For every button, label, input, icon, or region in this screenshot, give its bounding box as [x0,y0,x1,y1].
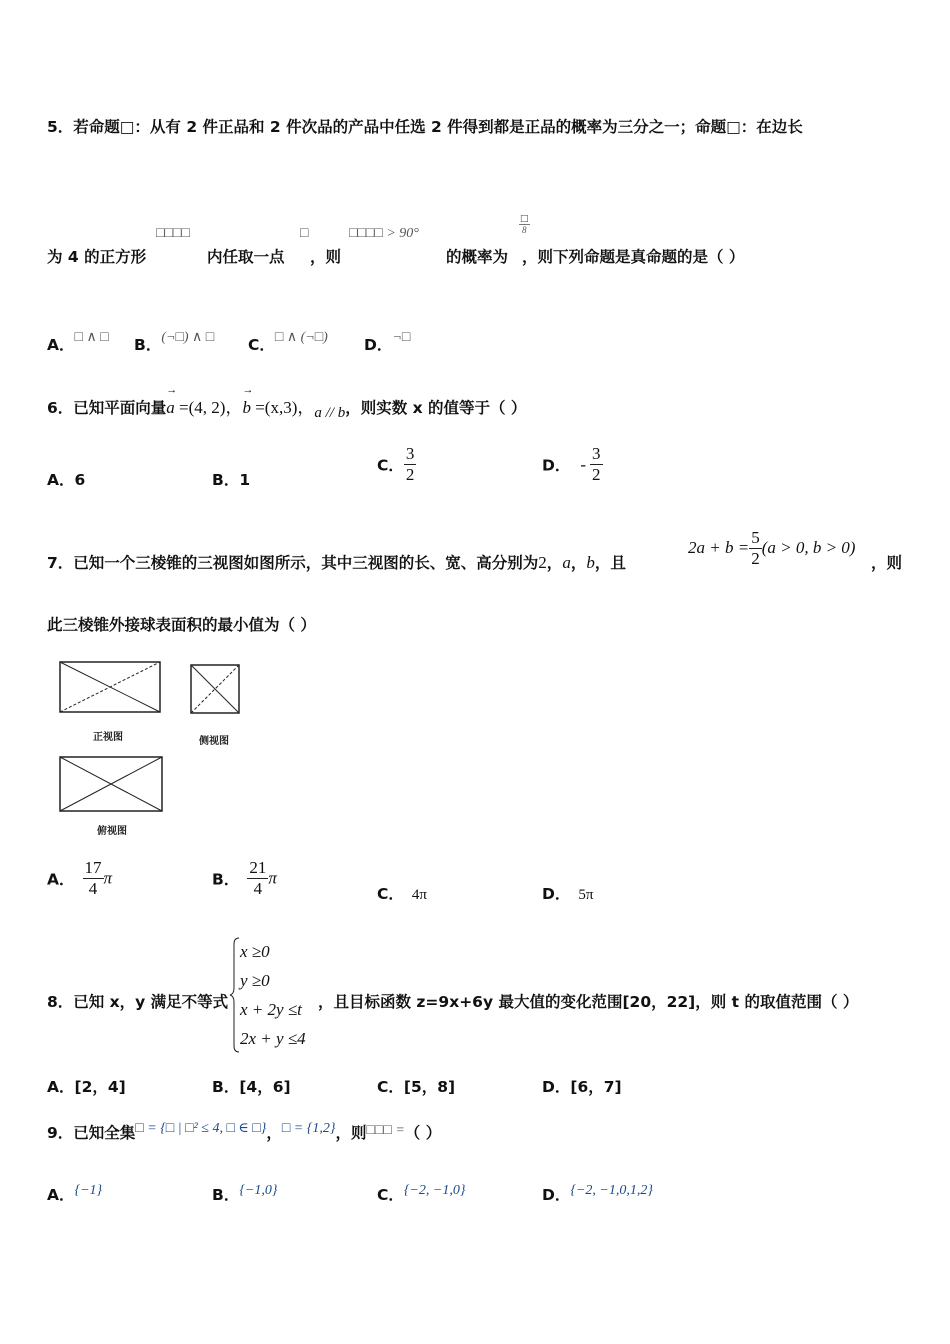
q5-option-a-label: A． [47,336,75,354]
q8-prefix: 8．已知 x，y 满足不等式 [47,993,229,1011]
q9-option-d-label: D． [542,1186,571,1204]
q9-option-d[interactable] [542,1183,653,1205]
q8-inequality-system [229,936,329,1056]
q7-prefix: 7．已知一个三棱锥的三视图如图所示，其中三视图的长、宽、高分别为 [47,554,539,572]
q9-option-b-value: {−1,0} [239,1183,278,1198]
q9-option-a-value: {−1} [74,1183,103,1198]
q5-line2-d: 的概率为 [446,248,509,266]
q5-frac-den: 8 [522,225,527,235]
top-view [60,757,162,811]
q6-eq-b: =(x,3)， [250,398,315,417]
q8-ineq-3: x + 2y ≤t [240,1000,302,1019]
q9-option-a-label: A． [47,1186,75,1204]
q6-eq-a: =(4, 2)， [174,398,243,417]
q5-point-name: □ [300,226,309,241]
q7-option-c[interactable] [377,882,427,904]
q6-vector-a: → a [166,384,178,417]
q5-square-name: □□□□ [156,226,190,241]
q5-angle-condition: □□□□ > 90° [349,226,419,241]
q7-option-b-label: B． [212,870,240,889]
q6-option-b[interactable] [212,468,250,490]
q6-parallel: a // b [314,405,346,421]
q7-option-d[interactable] [542,882,593,904]
q7-width: a [562,553,571,572]
q8-option-b-value: [4，6] [239,1078,291,1096]
q9-option-b[interactable] [212,1183,277,1205]
q5-prob-fraction [519,206,530,235]
q8-option-c-value: [5，8] [403,1078,456,1096]
q6-option-c[interactable] [377,444,416,485]
q5-option-a-value: □ ∧ □ [74,330,109,345]
q8-ineq-4: 2x + y ≤4 [240,1029,306,1048]
q6-option-d-sign: - [580,454,587,474]
q9-complement: □□□ = [366,1123,405,1138]
q7-option-b-pi: π [268,868,277,888]
q8-option-b[interactable] [212,1075,291,1097]
q7-cond-right: (a > 0, b > 0) [761,538,856,557]
q5-line1: 5．若命题□：从有 2 件正品和 2 件次品的产品中任选 2 件得到都是正品的概率为三分之一；命题□：在边长 [47,118,803,136]
q6-option-c-label: C． [377,456,404,475]
q7-option-a[interactable] [47,858,112,899]
q7-option-d-value: 5π [578,887,594,903]
q5-line2-c: ，则 [310,248,342,266]
q7-caption-side: 侧视图 [199,736,229,747]
q7-option-a-pi: π [103,868,113,888]
q6-option-d-fraction: $\frac{3}{2}$ [592,444,601,484]
q6-option-a-value: 6 [74,471,86,489]
q9-prefix: 9．已知全集 [47,1124,136,1142]
q8-option-d-label: D． [542,1078,571,1096]
q7-option-d-label: D． [542,885,571,903]
q5-line2-e: ，则下列命题是真命题的是（ ） [522,248,745,266]
q9-universal-set: □ = {□ | □² ≤ 4, □ ∈ □} [135,1121,267,1136]
q8-option-a-value: [2，4] [74,1078,126,1096]
q6-option-d[interactable] [542,444,603,485]
q7-option-b[interactable] [212,858,277,899]
q6-option-d-label: D． [542,456,571,475]
q9-option-c[interactable] [377,1183,465,1205]
q5-option-c-value: □ ∧ (¬□) [274,330,328,345]
q6-option-c-fraction: $\frac{3}{2}$ [405,444,415,484]
q7-option-a-label: A． [47,870,75,889]
q9-option-b-label: B． [212,1186,240,1204]
q6-suffix: ，则实数 x 的值等于（ ） [345,399,527,417]
q5-line2-b: 内任取一点 [207,248,285,266]
q8-suffix: ，且目标函数 z=9x+6y 最大值的变化范围[20，22]，则 t 的取值范围（ ） [318,993,859,1011]
q5-option-b-label: B． [134,336,162,354]
q6-vector-b: → b [242,384,254,417]
q7-option-c-value: 4π [411,887,427,903]
q9-option-c-label: C． [377,1186,404,1204]
q9-suffix: （ ） [404,1124,442,1142]
q8-option-b-label: B． [212,1078,240,1096]
q7-option-a-fraction: $\frac{17}{4}$ [84,858,102,898]
q6-stem [47,384,527,421]
q5-option-c-label: C． [248,336,275,354]
q5-option-b[interactable] [134,330,215,355]
q8-option-c[interactable] [377,1075,455,1097]
q5-option-a[interactable] [47,330,109,355]
q9-set-a: □ = {1,2} [281,1121,336,1136]
side-view [191,665,239,713]
q9-option-c-value: {−2, −1,0} [403,1183,466,1198]
q7-option-b-fraction: $\frac{21}{4}$ [249,858,267,898]
q8-ineq-1: x ≥0 [240,942,270,961]
front-view [60,662,160,712]
q7-caption-top: 俯视图 [97,826,127,837]
q7-length: 2 [538,553,547,572]
q5-option-d[interactable] [364,330,411,355]
q8-ineq-2: y ≥0 [240,971,270,990]
q5-option-d-label: D． [364,336,393,354]
q7-stem-a: 7．已知一个三棱锥的三视图如图所示，其中三视图的长、宽、高分别为2，a，b，且 [47,553,626,572]
q5-option-d-value: ¬□ [392,330,411,345]
q8-option-c-label: C． [377,1078,404,1096]
q6-vector-arrow-icon: → [242,384,254,396]
q9-stem: 9．已知全集□ = {□ | □² ≤ 4, □ ∈ □}，□ = {1,2}，则□□□ =（ ） [47,1121,442,1142]
q5-option-b-value: (¬□) ∧ □ [161,330,215,345]
q9-option-a[interactable] [47,1183,102,1205]
q7-option-c-label: C． [377,885,404,903]
q7-three-views-figure [55,657,255,837]
q7-cond-fraction: $\frac{5}{2}$ [751,528,760,568]
q7-cond-left: 2a + b = [688,538,750,557]
q6-option-a-label: A． [47,471,75,489]
q6-option-b-label: B． [212,471,240,489]
q8-option-a-label: A． [47,1078,75,1096]
q7-condition [688,528,855,569]
q6-option-a[interactable] [47,468,85,490]
q5-option-c[interactable] [248,330,328,355]
q5-frac-num: □ [520,214,529,224]
q6-option-b-value: 1 [239,471,251,489]
q7-then: ，则 [871,554,903,572]
q8-option-d-value: [6，7] [570,1078,622,1096]
q8-option-a[interactable] [47,1075,126,1097]
q7-caption-front: 正视图 [93,732,123,743]
q9-option-d-value: {−2, −1,0,1,2} [570,1183,653,1198]
q8-option-d[interactable] [542,1075,622,1097]
q6-vector-arrow-icon: → [166,384,178,396]
q7-line2: 此三棱锥外接球表面积的最小值为（ ） [47,616,316,634]
q6-prefix: 6．已知平面向量 [47,399,167,417]
q5-line2-a: 为 4 的正方形 [47,248,147,266]
q7-height: b [586,553,595,572]
